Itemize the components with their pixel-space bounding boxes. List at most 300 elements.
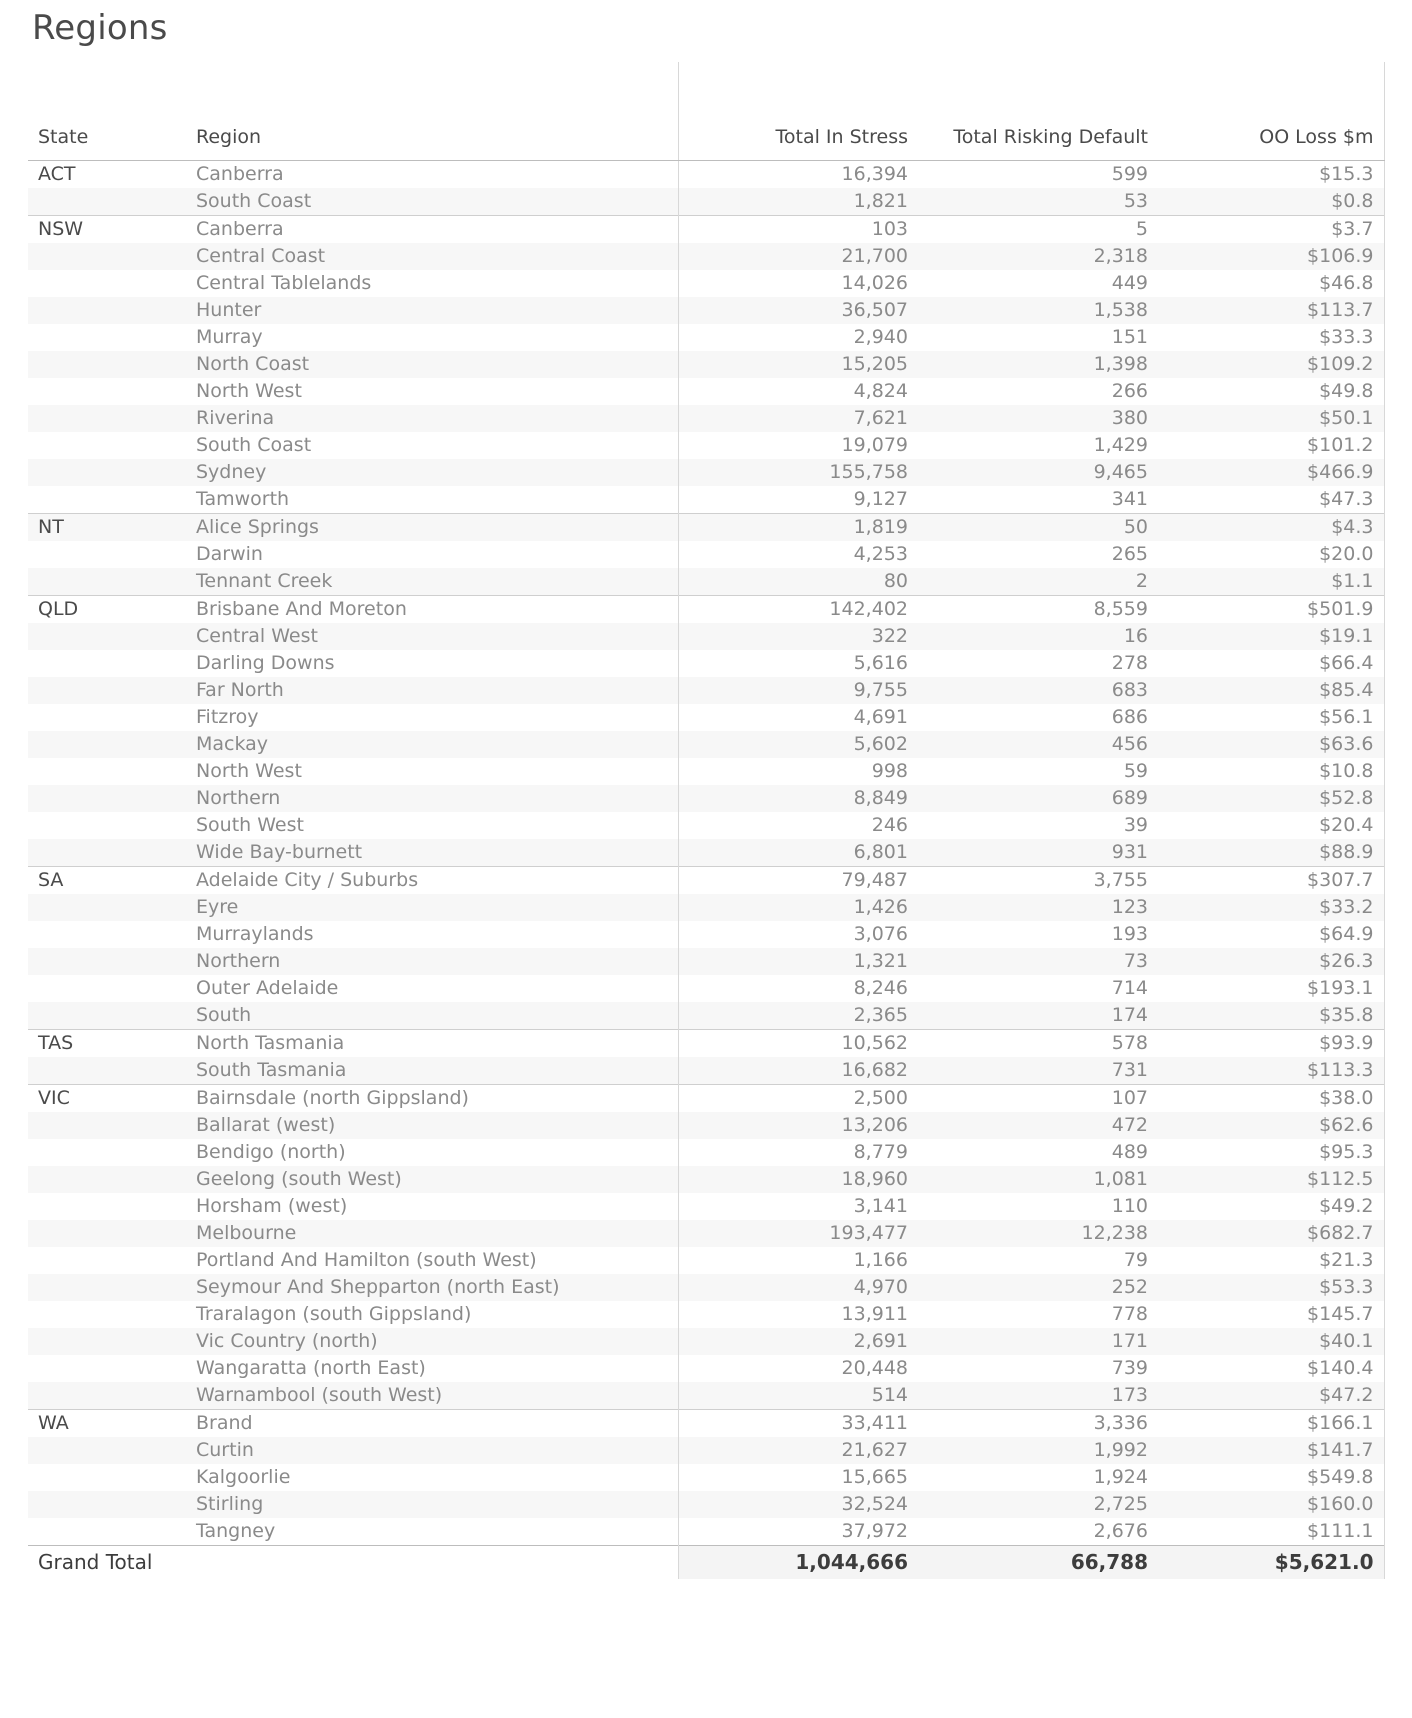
table-row[interactable] (28, 975, 1384, 1002)
cell-total-in-stress: 14,026 (678, 270, 918, 297)
cell-oo-loss: $1.1 (1158, 568, 1384, 596)
cell-state (28, 1112, 186, 1139)
cell-oo-loss: $47.2 (1158, 1382, 1384, 1410)
table-row[interactable] (28, 1355, 1384, 1382)
cell-total-in-stress: 998 (678, 758, 918, 785)
table-row[interactable] (28, 650, 1384, 677)
cell-state (28, 297, 186, 324)
cell-total-in-stress: 246 (678, 812, 918, 839)
cell-oo-loss: $33.3 (1158, 324, 1384, 351)
table-row[interactable] (28, 623, 1384, 650)
cell-total-risking-default: 731 (918, 1057, 1158, 1085)
cell-total-risking-default: 193 (1111, 923, 1148, 945)
cell-total-risking-default: 578 (918, 1030, 1158, 1058)
cell-region: Hunter (186, 297, 678, 324)
table-row[interactable] (28, 1057, 1384, 1085)
table-row[interactable] (28, 596, 1384, 624)
table-row[interactable] (28, 459, 1384, 486)
cell-oo-loss: $33.2 (1158, 894, 1384, 921)
table-row[interactable] (28, 216, 1384, 244)
cell-total-risking-default: 123 (918, 894, 1158, 921)
table-row[interactable] (28, 1112, 1384, 1139)
cell-total-risking-default: 380 (918, 405, 1158, 432)
cell-total-in-stress: 322 (678, 623, 918, 650)
cell-oo-loss: $35.8 (1158, 1002, 1384, 1030)
cell-oo-loss: $20.4 (1158, 812, 1384, 839)
column-header-total-risking-default[interactable]: Total Risking Default (918, 62, 1158, 161)
cell-state (28, 1437, 186, 1464)
cell-region: Central Coast (186, 243, 678, 270)
cell-oo-loss: $85.4 (1158, 677, 1384, 704)
cell-state (28, 758, 186, 785)
cell-oo-loss: $307.7 (1158, 867, 1384, 895)
cell-total-in-stress: 8,246 (678, 975, 918, 1002)
cell-total-risking-default: 79 (1123, 1249, 1148, 1271)
cell-state (28, 1193, 186, 1220)
cell-total-in-stress: 21,627 (678, 1437, 918, 1464)
cell-state (28, 839, 186, 867)
table-row[interactable] (28, 486, 1384, 514)
cell-total-risking-default: 2 (918, 568, 1158, 596)
cell-state: ACT (38, 163, 76, 185)
cell-state (28, 812, 186, 839)
cell-region: Murraylands (196, 923, 314, 945)
cell-state (28, 1382, 186, 1410)
column-header-state[interactable]: State (28, 62, 186, 161)
cell-oo-loss: $113.3 (1158, 1057, 1384, 1085)
cell-state (28, 1301, 186, 1328)
cell-region: Warnambool (south West) (186, 1382, 678, 1410)
cell-oo-loss: $549.8 (1158, 1464, 1384, 1491)
cell-total-in-stress: 16,394 (678, 161, 918, 189)
cell-total-risking-default: 266 (1111, 380, 1148, 402)
cell-total-in-stress: 9,755 (678, 677, 918, 704)
cell-total-in-stress: 142,402 (678, 596, 918, 624)
cell-state (28, 1491, 186, 1518)
cell-region: South Coast (186, 188, 678, 216)
cell-state (28, 1002, 186, 1030)
cell-oo-loss: $49.8 (1158, 378, 1384, 405)
cell-region: South (186, 1002, 678, 1030)
cell-oo-loss: $88.9 (1158, 839, 1384, 867)
cell-total-risking-default: 3,755 (918, 867, 1158, 895)
cell-state (28, 378, 186, 405)
table-row[interactable] (28, 1085, 1384, 1113)
cell-oo-loss: $682.7 (1158, 1220, 1384, 1247)
cell-total-in-stress: 18,960 (678, 1166, 918, 1193)
cell-oo-loss: $466.9 (1158, 459, 1384, 486)
cell-region: Brand (186, 1410, 678, 1438)
cell-total-risking-default: 9,465 (918, 459, 1158, 486)
cell-state (28, 948, 186, 975)
table-row[interactable] (28, 270, 1384, 297)
table-row[interactable] (28, 1491, 1384, 1518)
cell-total-risking-default: 39 (1123, 814, 1148, 836)
cell-total-in-stress: 1,821 (678, 188, 918, 216)
table-row[interactable] (28, 1166, 1384, 1193)
cell-region: Northern (186, 785, 678, 812)
cell-region: Darling Downs (196, 652, 335, 674)
cell-total-in-stress: 4,691 (678, 704, 918, 731)
cell-total-in-stress: 155,758 (678, 459, 918, 486)
cell-state (28, 1355, 186, 1382)
cell-region: Bairnsdale (north Gippsland) (186, 1085, 678, 1113)
cell-state: NSW (28, 216, 186, 244)
cell-total-in-stress: 4,970 (678, 1274, 918, 1301)
cell-region: South West (196, 814, 304, 836)
cell-state (28, 650, 186, 677)
cell-total-risking-default: 59 (1123, 760, 1148, 782)
cell-oo-loss: $4.3 (1158, 514, 1384, 542)
cell-total-in-stress: 15,665 (678, 1464, 918, 1491)
cell-region: Horsham (west) (196, 1195, 348, 1217)
cell-state: NT (28, 514, 186, 542)
cell-state (28, 975, 186, 1002)
cell-region: Geelong (south West) (186, 1166, 678, 1193)
cell-region: South Tasmania (186, 1057, 678, 1085)
cell-total-in-stress: 1,426 (678, 894, 918, 921)
cell-total-in-stress: 32,524 (678, 1491, 918, 1518)
cell-total-in-stress: 2,365 (678, 1002, 918, 1030)
cell-state (28, 459, 186, 486)
cell-region: Outer Adelaide (196, 977, 339, 999)
cell-total-risking-default: 278 (1111, 652, 1148, 674)
cell-oo-loss: $26.3 (1158, 948, 1384, 975)
cell-region: Sydney (186, 459, 678, 486)
cell-oo-loss: $46.8 (1158, 270, 1384, 297)
cell-state (28, 921, 186, 948)
cell-oo-loss: $113.7 (1158, 297, 1384, 324)
grand-total-row (28, 1546, 1384, 1580)
cell-region: Riverina (186, 405, 678, 432)
cell-state (28, 1139, 186, 1166)
cell-state (28, 405, 186, 432)
cell-state (28, 1464, 186, 1491)
cell-region: North Coast (186, 351, 678, 378)
cell-region: North West (196, 760, 302, 782)
cell-region: Alice Springs (186, 514, 678, 542)
cell-oo-loss: $38.0 (1158, 1085, 1384, 1113)
cell-region: Northern (186, 948, 678, 975)
cell-region: Canberra (196, 163, 284, 185)
cell-total-risking-default: 53 (918, 188, 1158, 216)
cell-state (28, 1518, 186, 1546)
table-row[interactable] (28, 351, 1384, 378)
cell-region: Tennant Creek (186, 568, 678, 596)
cell-region: Stirling (186, 1491, 678, 1518)
table-row[interactable] (28, 785, 1384, 812)
cell-region: North Tasmania (186, 1030, 678, 1058)
cell-state (28, 243, 186, 270)
cell-state (28, 623, 186, 650)
cell-region: Traralagon (south Gippsland) (196, 1303, 472, 1325)
table-row[interactable] (28, 1464, 1384, 1491)
table-row[interactable] (28, 405, 1384, 432)
cell-total-risking-default: 73 (918, 948, 1158, 975)
cell-total-in-stress: 3,076 (678, 921, 918, 948)
cell-total-risking-default: 683 (918, 677, 1158, 704)
grand-total-loss: $5,621.0 (1158, 1546, 1384, 1580)
table-row[interactable] (28, 568, 1384, 596)
cell-total-in-stress: 193,477 (678, 1220, 918, 1247)
cell-state: QLD (28, 596, 186, 624)
table-row[interactable] (28, 432, 1384, 459)
table-row[interactable] (28, 758, 1384, 785)
cell-region: Wangaratta (north East) (196, 1357, 426, 1379)
cell-total-in-stress: 33,411 (678, 1410, 918, 1438)
table-row[interactable] (28, 1518, 1384, 1546)
cell-total-risking-default: 1,081 (918, 1166, 1158, 1193)
table-body (28, 161, 1384, 1546)
cell-oo-loss: $53.3 (1158, 1274, 1384, 1301)
grand-total-risk: 66,788 (918, 1546, 1158, 1580)
cell-state (28, 1247, 186, 1274)
cell-oo-loss: $141.7 (1158, 1437, 1384, 1464)
table-row[interactable] (28, 1193, 1384, 1220)
cell-state (28, 1220, 186, 1247)
cell-total-risking-default: 1,429 (1093, 434, 1148, 456)
cell-total-in-stress: 4,824 (678, 378, 918, 405)
cell-state (28, 1274, 186, 1301)
cell-region: Wide Bay-burnett (186, 839, 678, 867)
cell-total-risking-default: 8,559 (918, 596, 1158, 624)
cell-oo-loss: $21.3 (1158, 1247, 1384, 1274)
cell-state (28, 704, 186, 731)
cell-total-in-stress: 3,141 (678, 1193, 918, 1220)
cell-total-risking-default: 110 (1111, 1195, 1148, 1217)
table-row[interactable] (28, 839, 1384, 867)
cell-oo-loss: $111.1 (1158, 1518, 1384, 1546)
cell-total-risking-default: 599 (1111, 163, 1148, 185)
cell-state (28, 1057, 186, 1085)
cell-oo-loss: $0.8 (1158, 188, 1384, 216)
table-footer (28, 1546, 1384, 1580)
cell-region: Eyre (186, 894, 678, 921)
cell-state: SA (28, 867, 186, 895)
table-row[interactable] (28, 1301, 1384, 1328)
cell-oo-loss: $63.6 (1158, 731, 1384, 758)
cell-total-risking-default: 1,538 (918, 297, 1158, 324)
cell-oo-loss: $101.2 (1158, 432, 1384, 459)
cell-total-risking-default: 252 (918, 1274, 1158, 1301)
cell-total-in-stress: 5,602 (678, 731, 918, 758)
cell-region: Tangney (196, 1520, 276, 1542)
table-row[interactable] (28, 1328, 1384, 1355)
cell-region: Darwin (196, 543, 263, 565)
table-row[interactable] (28, 378, 1384, 405)
cell-oo-loss: $109.2 (1158, 351, 1384, 378)
cell-oo-loss: $49.2 (1158, 1193, 1384, 1220)
cell-oo-loss: $40.1 (1158, 1328, 1384, 1355)
cell-total-risking-default: 5 (918, 216, 1158, 244)
cell-total-risking-default: 174 (918, 1002, 1158, 1030)
cell-total-in-stress: 80 (678, 568, 918, 596)
cell-state (28, 785, 186, 812)
cell-state (28, 541, 186, 568)
cell-region: Central West (186, 623, 678, 650)
table-row[interactable] (28, 514, 1384, 542)
cell-oo-loss: $93.9 (1158, 1030, 1384, 1058)
cell-total-in-stress: 15,205 (678, 351, 918, 378)
cell-total-in-stress: 4,253 (678, 541, 918, 568)
table-row[interactable] (28, 1437, 1384, 1464)
cell-total-in-stress: 79,487 (678, 867, 918, 895)
cell-total-in-stress: 13,911 (678, 1301, 918, 1328)
cell-region: Fitzroy (196, 706, 259, 728)
cell-state (28, 351, 186, 378)
cell-region: Brisbane And Moreton (186, 596, 678, 624)
cell-oo-loss: $145.7 (1158, 1301, 1384, 1328)
regions-table (28, 62, 1385, 1579)
cell-oo-loss: $20.0 (1158, 541, 1384, 568)
cell-state: VIC (28, 1085, 186, 1113)
cell-region: Melbourne (186, 1220, 678, 1247)
cell-total-risking-default: 689 (918, 785, 1158, 812)
cell-oo-loss: $64.9 (1158, 921, 1384, 948)
table-row[interactable] (28, 894, 1384, 921)
cell-oo-loss: $140.4 (1158, 1355, 1384, 1382)
cell-state (28, 731, 186, 758)
cell-total-in-stress: 9,127 (678, 486, 918, 514)
cell-oo-loss: $166.1 (1158, 1410, 1384, 1438)
table-row[interactable] (28, 1030, 1384, 1058)
table-row[interactable] (28, 161, 1384, 189)
cell-region: Tamworth (196, 488, 290, 510)
table-row[interactable] (28, 812, 1384, 839)
cell-oo-loss: $19.1 (1158, 623, 1384, 650)
cell-total-risking-default: 3,336 (918, 1410, 1158, 1438)
cell-region: Murray (196, 326, 263, 348)
cell-oo-loss: $52.8 (1158, 785, 1384, 812)
table-row[interactable] (28, 677, 1384, 704)
cell-total-risking-default: 171 (918, 1328, 1158, 1355)
cell-total-risking-default: 2,318 (918, 243, 1158, 270)
cell-total-in-stress: 103 (678, 216, 918, 244)
cell-oo-loss: $106.9 (1158, 243, 1384, 270)
cell-total-risking-default: 1,992 (918, 1437, 1158, 1464)
cell-oo-loss: $501.9 (1158, 596, 1384, 624)
table-row[interactable] (28, 188, 1384, 216)
page-title: Regions (32, 8, 168, 48)
cell-total-in-stress: 19,079 (678, 432, 918, 459)
table-row[interactable] (28, 541, 1384, 568)
cell-state (28, 432, 186, 459)
grand-total-stress: 1,044,666 (678, 1546, 918, 1580)
cell-oo-loss: $3.7 (1158, 216, 1384, 244)
cell-total-risking-default: 50 (918, 514, 1158, 542)
cell-state (28, 677, 186, 704)
cell-oo-loss: $112.5 (1158, 1166, 1384, 1193)
table-row[interactable] (28, 1002, 1384, 1030)
cell-total-in-stress: 1,321 (678, 948, 918, 975)
cell-oo-loss: $15.3 (1158, 161, 1384, 189)
table-row[interactable] (28, 1274, 1384, 1301)
table-row[interactable] (28, 921, 1384, 948)
cell-total-in-stress: 37,972 (678, 1518, 918, 1546)
cell-total-risking-default: 739 (1111, 1357, 1148, 1379)
cell-total-in-stress: 36,507 (678, 297, 918, 324)
table-row[interactable] (28, 1139, 1384, 1166)
cell-total-in-stress: 5,616 (678, 650, 918, 677)
table-row[interactable] (28, 297, 1384, 324)
cell-region: Vic Country (north) (186, 1328, 678, 1355)
cell-total-in-stress: 16,682 (678, 1057, 918, 1085)
cell-region: Central Tablelands (196, 272, 372, 294)
cell-total-risking-default: 1,398 (918, 351, 1158, 378)
table-row[interactable] (28, 324, 1384, 351)
cell-region: North West (196, 380, 302, 402)
cell-region: Curtin (186, 1437, 678, 1464)
cell-total-risking-default: 151 (1111, 326, 1148, 348)
cell-oo-loss: $160.0 (1158, 1491, 1384, 1518)
cell-total-risking-default: 107 (918, 1085, 1158, 1113)
table-row[interactable] (28, 1220, 1384, 1247)
cell-state (28, 270, 186, 297)
cell-total-in-stress: 13,206 (678, 1112, 918, 1139)
cell-total-risking-default: 265 (1111, 543, 1148, 565)
cell-state: TAS (28, 1030, 186, 1058)
table-header (28, 62, 1384, 161)
cell-total-risking-default: 778 (1111, 1303, 1148, 1325)
cell-total-risking-default: 2,725 (918, 1491, 1158, 1518)
table-row[interactable] (28, 1410, 1384, 1438)
cell-state (28, 1328, 186, 1355)
cell-total-risking-default: 931 (918, 839, 1158, 867)
cell-total-risking-default: 16 (918, 623, 1158, 650)
cell-total-in-stress: 6,801 (678, 839, 918, 867)
cell-total-risking-default: 714 (1111, 977, 1148, 999)
cell-oo-loss: $50.1 (1158, 405, 1384, 432)
cell-total-risking-default: 12,238 (918, 1220, 1158, 1247)
cell-state: WA (28, 1410, 186, 1438)
cell-total-in-stress: 2,940 (678, 324, 918, 351)
cell-total-in-stress: 20,448 (678, 1355, 918, 1382)
cell-oo-loss: $10.8 (1158, 758, 1384, 785)
table-row[interactable] (28, 243, 1384, 270)
cell-region: Mackay (186, 731, 678, 758)
column-header-total-in-stress[interactable]: Total In Stress (678, 62, 918, 161)
cell-total-in-stress: 2,500 (678, 1085, 918, 1113)
table-row[interactable] (28, 1382, 1384, 1410)
cell-total-in-stress: 514 (678, 1382, 918, 1410)
cell-total-risking-default: 173 (918, 1382, 1158, 1410)
cell-total-risking-default: 1,924 (1093, 1466, 1148, 1488)
cell-total-in-stress: 8,779 (678, 1139, 918, 1166)
column-header-oo-loss[interactable]: OO Loss $m (1158, 62, 1384, 161)
cell-state (28, 188, 186, 216)
cell-state (28, 486, 186, 514)
table-row[interactable] (28, 1247, 1384, 1274)
cell-total-in-stress: 21,700 (678, 243, 918, 270)
column-header-region[interactable]: Region (186, 62, 678, 161)
table-row[interactable] (28, 731, 1384, 758)
cell-region: Bendigo (north) (196, 1141, 346, 1163)
cell-total-risking-default: 489 (1111, 1141, 1148, 1163)
cell-total-risking-default: 449 (1111, 272, 1148, 294)
cell-state (28, 568, 186, 596)
table-row[interactable] (28, 867, 1384, 895)
cell-oo-loss: $66.4 (1158, 650, 1384, 677)
cell-total-in-stress: 1,819 (678, 514, 918, 542)
table-row[interactable] (28, 948, 1384, 975)
cell-oo-loss: $56.1 (1158, 704, 1384, 731)
cell-total-risking-default: 341 (1111, 488, 1148, 510)
cell-region: Canberra (186, 216, 678, 244)
cell-oo-loss: $47.3 (1158, 486, 1384, 514)
table-row[interactable] (28, 704, 1384, 731)
cell-total-risking-default: 2,676 (1093, 1520, 1148, 1542)
cell-region: Portland And Hamilton (south West) (196, 1249, 537, 1271)
